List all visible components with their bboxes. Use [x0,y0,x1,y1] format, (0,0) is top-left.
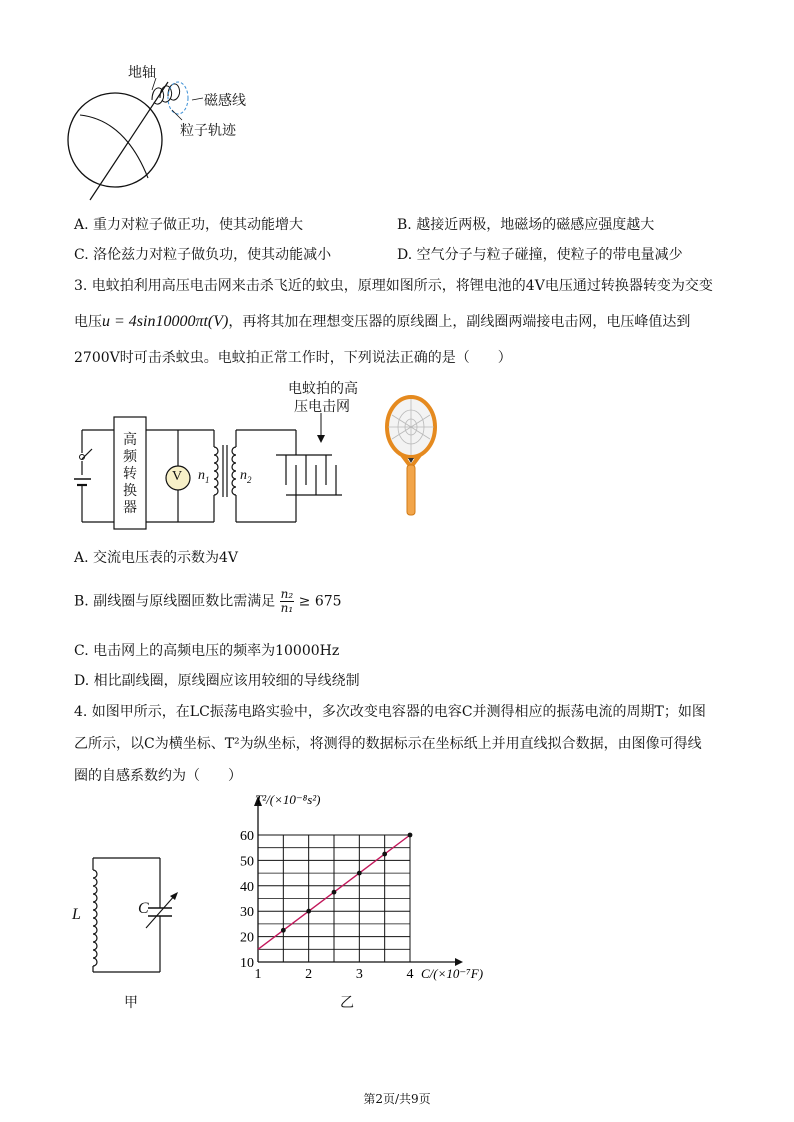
y-tick-label: 50 [240,854,254,870]
x-tick-label: 1 [254,967,262,982]
q3-line2-suffix: ，再将其加在理想变压器的原线圈上，副线圈两端接电击网，电压峰值达到 [228,314,691,330]
primary-coil-label: $n_1$ [198,468,210,485]
y-tick-label: 40 [240,879,254,895]
x-tick-label: 4 [406,967,414,982]
chart-grid [258,835,410,962]
page-number: 第2页/共9页 [363,1092,431,1106]
lc-circuit [80,850,190,980]
data-point [357,871,362,876]
q3-option-b: B. 副线圈与原线圈匝数比需满足 $\frac{\text{n₂}}{\text{n₁}}$ ≥ 675 [74,587,342,615]
q3-option-d: D. 相比副线圈，原线圈应该用较细的导线绕制 [74,673,360,689]
earth-axis-label: 地轴 [128,65,156,81]
x-axis-arrow [455,958,463,966]
y-tick-label: 30 [240,905,254,921]
field-line-label: 磁感线 [204,93,246,109]
q2-option-b: B. 越接近两极，地磁场的磁感应强度越大 [397,217,655,233]
chart-y-axis-label: T²/(×10⁻⁸s²) [255,792,321,807]
y-tick-label: 20 [240,930,254,946]
y-tick-label: 10 [240,956,254,971]
q3-line3: 2700V时可击杀蚊虫。电蚊拍正常工作时，下列说法正确的是（ ） [74,350,512,366]
q4-line1: 4. 如图甲所示，在LC振荡电路实验中，多次改变电容器的电容C并测得相应的振荡电流的周期T；如图 [74,704,706,720]
q3-line1: 3. 电蚊拍利用高压电击网来击杀飞近的蚊虫，原理如图所示，将锂电池的4V电压通过转换器转变为交变 [74,278,713,294]
q2-option-d: D. 空气分子与粒子碰撞，使粒子的带电量减少 [397,247,683,263]
voltmeter-symbol: V [172,469,183,484]
t2-vs-c-chart [225,790,500,990]
x-tick-label: 2 [305,967,313,982]
data-point [306,909,311,914]
q2-option-a: A. 重力对粒子做正功，使其动能增大 [74,217,304,233]
earth-figure [60,60,300,220]
figure-yi-caption: 乙 [340,995,354,1011]
q3-line2-prefix: 电压 [74,314,102,330]
q4-line3: 圈的自感系数约为（ ） [74,768,242,784]
q4-line2: 乙所示，以C为横坐标、T²为纵坐标，将测得的数据标示在坐标纸上并用直线拟合数据，由图像可得线 [74,736,702,752]
data-point [408,833,413,838]
y-tick-label: 60 [240,829,254,844]
capacitor-label: C [138,900,149,917]
mosquito-swatter-illustration [382,395,442,520]
figure-jia-caption: 甲 [124,995,138,1011]
q3-line2 [74,312,690,332]
chart-x-axis-label: C/(×10⁻⁷F) [421,966,484,981]
x-tick-label: 3 [355,967,363,982]
q3-option-c: C. 电击网上的高频电压的频率为10000Hz [74,643,340,659]
q3-option-a: A. 交流电压表的示数为4V [74,550,239,566]
data-point [332,890,337,895]
q2-option-c: C. 洛伦兹力对粒子做负功，使其动能减小 [74,247,332,263]
particle-track-label: 粒子轨迹 [180,123,236,139]
converter-label: 高 频 转 换 器 [123,432,137,516]
secondary-coil-label: $n_2$ [240,468,252,485]
data-point [281,928,286,933]
q3-voltage-formula: u = 4sin10000πt(V) [102,313,229,330]
net-label-line1: 电蚊拍的高 [288,381,358,397]
inductor-label: L [72,906,81,923]
q3-ratio-fraction: $\frac{\text{n₂}}{\text{n₁}}$ [280,587,294,615]
net-label-line2: 压电击网 [294,399,350,415]
data-point [382,852,387,857]
chart-axes [254,796,463,966]
